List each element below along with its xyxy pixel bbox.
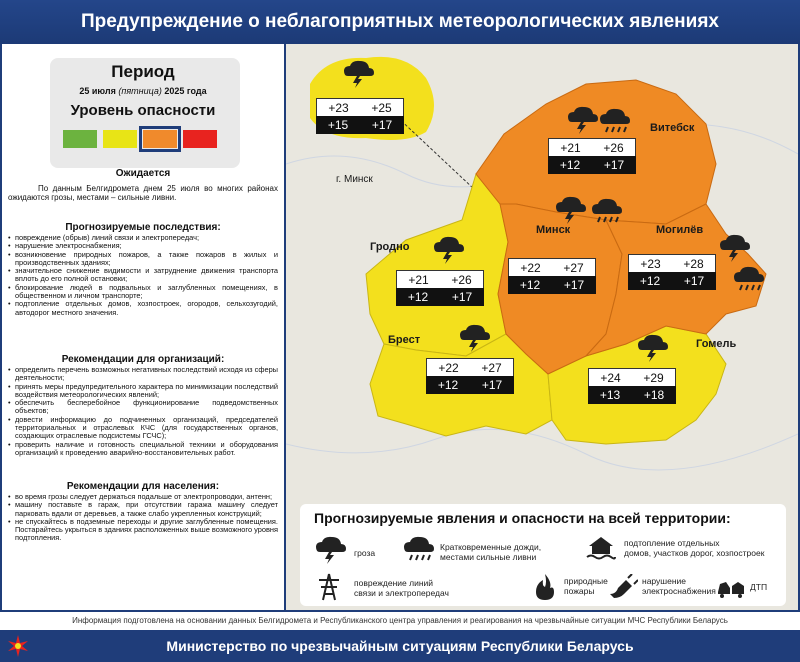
legend-title: Прогнозируемые явления и опасности на всей территории:: [314, 510, 731, 526]
pop-recs-list: [8, 493, 278, 543]
thunderstorm-icon: [458, 324, 492, 352]
fire-icon: [532, 572, 558, 602]
year-text: 2025 года: [161, 86, 207, 96]
period-date: [2, 86, 284, 96]
label-mogilev: Могилёв: [656, 224, 704, 236]
night-max: +17: [451, 290, 473, 304]
night-max: +17: [371, 118, 393, 132]
night-max: +18: [643, 388, 665, 402]
org-recs-list: [8, 366, 278, 457]
thunderstorm-icon: [342, 60, 376, 88]
list-item: • нарушение электроснабжения;: [8, 242, 278, 250]
label-grodno: Гродно: [370, 241, 410, 253]
footer-title: Министерство по чрезвычайным ситуациям Республики Беларусь: [0, 630, 800, 662]
label-vitebsk: Витебск: [650, 122, 695, 134]
date-text: 25 июля: [79, 86, 119, 96]
level-green: [63, 130, 97, 148]
list-item: • проверить наличие и готовность специальной техники и оборудования организаций к проведению аварийно-восстановительных работ.: [8, 441, 278, 458]
heavy-rain-icon: [598, 108, 632, 136]
night-min: +12: [519, 278, 541, 292]
day-min: +22: [520, 260, 541, 275]
list-item: • подтопление отдельных домов, хозпостроек, огородов, сельхозугодий, автодорог местного значения.: [8, 300, 278, 317]
legend-lines-line1: повреждение линий: [354, 578, 434, 588]
legend-panel: [300, 504, 786, 606]
day-max: +29: [643, 370, 664, 385]
night-min: +12: [639, 274, 661, 288]
page-title: Предупреждение о неблагоприятных метеорологических явлениях: [0, 0, 800, 44]
period-title: Период: [111, 62, 175, 81]
thunderstorm-icon: [554, 196, 588, 224]
night-max: +17: [481, 378, 503, 392]
temp-box-gomel: [588, 368, 676, 404]
legend-lines-line2: связи и электропередач: [354, 588, 449, 598]
temp-box-minsk: [508, 258, 596, 294]
day-min: +21: [560, 140, 581, 155]
level-red: [183, 130, 217, 148]
legend-fire-line1: природные: [564, 576, 608, 586]
expected-text: По данным Белгидромета днем 25 июля во многих районах ожидаются грозы, местами – сильные ливни.: [8, 184, 278, 202]
day-max: +26: [603, 140, 624, 155]
expected-title: Ожидается: [115, 168, 171, 179]
weekday-text: (пятница): [118, 86, 162, 96]
day-max: +26: [451, 272, 472, 287]
forecast-map: [286, 44, 798, 610]
list-item: • во время грозы следует держаться подальше от электропроводки, антенн;: [8, 493, 278, 501]
night-max: +17: [563, 278, 585, 292]
flood-house-icon: [586, 534, 616, 562]
day-min: +23: [640, 256, 661, 271]
legend-shower: [440, 542, 541, 562]
list-item: • принять меры предупредительного характера по минимизации последствий воздействия метеорологических явлений;: [8, 383, 278, 400]
consequences-title: Прогнозируемые последствия:: [65, 222, 221, 233]
day-max: +27: [563, 260, 584, 275]
label-minsk: Минск: [536, 224, 571, 236]
list-item: • блокирование людей в подвальных и заглубленных помещениях, в общественном и личном транспорте;: [8, 284, 278, 301]
legend-fire-line2: пожары: [564, 586, 595, 596]
legend-power-line1: нарушение: [642, 576, 687, 586]
thunderstorm-icon: [314, 536, 348, 564]
label-gomel: Гомель: [696, 338, 737, 350]
night-min: +13: [599, 388, 621, 402]
legend-flood: [624, 538, 764, 558]
power-line-icon: [314, 572, 344, 602]
legend-lines: [354, 578, 449, 598]
list-item: • обеспечить бесперебойное функционирование подведомственных объектов;: [8, 399, 278, 416]
thunderstorm-icon: [718, 234, 752, 262]
thunderstorm-icon: [566, 106, 600, 134]
list-item: • повреждение (обрыв) линий связи и электропередач;: [8, 234, 278, 242]
ministry-emblem-icon: [6, 634, 30, 658]
legend-storm: гроза: [354, 548, 376, 558]
legend-flood-line2: домов, участков дорог, хозпостроек: [624, 548, 765, 558]
legend-power: [642, 576, 716, 596]
day-max: +27: [481, 360, 502, 375]
list-item: • определить перечень возможных негативных последствий исходя из сферы деятельности;: [8, 366, 278, 383]
level-orange: [143, 130, 177, 148]
label-brest: Брест: [388, 334, 421, 346]
thunderstorm-icon: [432, 236, 466, 264]
night-max: +17: [603, 158, 625, 172]
danger-level-title: Уровень опасности: [70, 102, 216, 119]
pop-recs-title: Рекомендации для населения:: [66, 481, 220, 492]
list-item: • возникновение природных пожаров, а также пожаров в жилых и производственных зданиях;: [8, 251, 278, 268]
car-crash-icon: [716, 574, 746, 600]
legend-flood-line1: подтопление отдельных: [624, 538, 720, 548]
consequences-list: [8, 234, 278, 317]
footer-note: Информация подготовлена на основании данных Белгидромета и Республиканского центра управления и реагирования на чрезвычайные ситуации МЧС Республики Беларусь: [0, 612, 800, 630]
day-min: +21: [408, 272, 429, 287]
temp-box-minsk-city: [316, 98, 404, 134]
list-item: • не спускайтесь в подземные переходы и другие заглубленные помещения. Постарайтесь укрыться в зданиях расположенных выше возможного уровня подтопления.: [8, 518, 278, 543]
legend-shower-line2: местами сильные ливни: [440, 552, 537, 562]
night-min: +15: [327, 118, 349, 132]
night-max: +17: [683, 274, 705, 288]
info-panel: [2, 44, 284, 610]
label-minsk-city: г. Минск: [336, 174, 373, 185]
night-min: +12: [559, 158, 581, 172]
list-item: • довести информацию до подчиненных организаций, председателей территориальных и отраслевых КЧС (для государственных органов, создающих отраслевые подсистемы ГСЧС);: [8, 416, 278, 441]
day-min: +23: [328, 100, 349, 115]
level-yellow: [103, 130, 137, 148]
list-item: • значительное снижение видимости и затруднение движения транспорта вплоть до его полной остановки;: [8, 267, 278, 284]
legend-shower-line1: Кратковременные дожди,: [440, 542, 542, 552]
temp-box-brest: [426, 358, 514, 394]
plug-icon: [608, 574, 638, 600]
day-min: +22: [438, 360, 459, 375]
day-min: +24: [600, 370, 621, 385]
temp-box-vitebsk: [548, 138, 636, 174]
org-recs-title: Рекомендации для организаций:: [61, 354, 225, 365]
temp-box-mogilev: [628, 254, 716, 290]
thunderstorm-icon: [636, 334, 670, 362]
legend-dtp: ДТП: [750, 582, 768, 592]
list-item: • машину поставьте в гараж, при отсутствии гаража машину следует парковать вдали от деревьев, а также слабо укрепленных конструкций;: [8, 501, 278, 518]
night-min: +12: [407, 290, 429, 304]
night-min: +12: [437, 378, 459, 392]
legend-fire: [564, 576, 608, 596]
day-max: +28: [683, 256, 704, 271]
heavy-rain-icon: [732, 266, 766, 294]
heavy-rain-icon: [590, 198, 624, 226]
temp-box-grodno: [396, 270, 484, 306]
heavy-rain-icon: [402, 536, 436, 564]
legend-power-line2: электроснабжения: [642, 586, 716, 596]
day-max: +25: [371, 100, 392, 115]
